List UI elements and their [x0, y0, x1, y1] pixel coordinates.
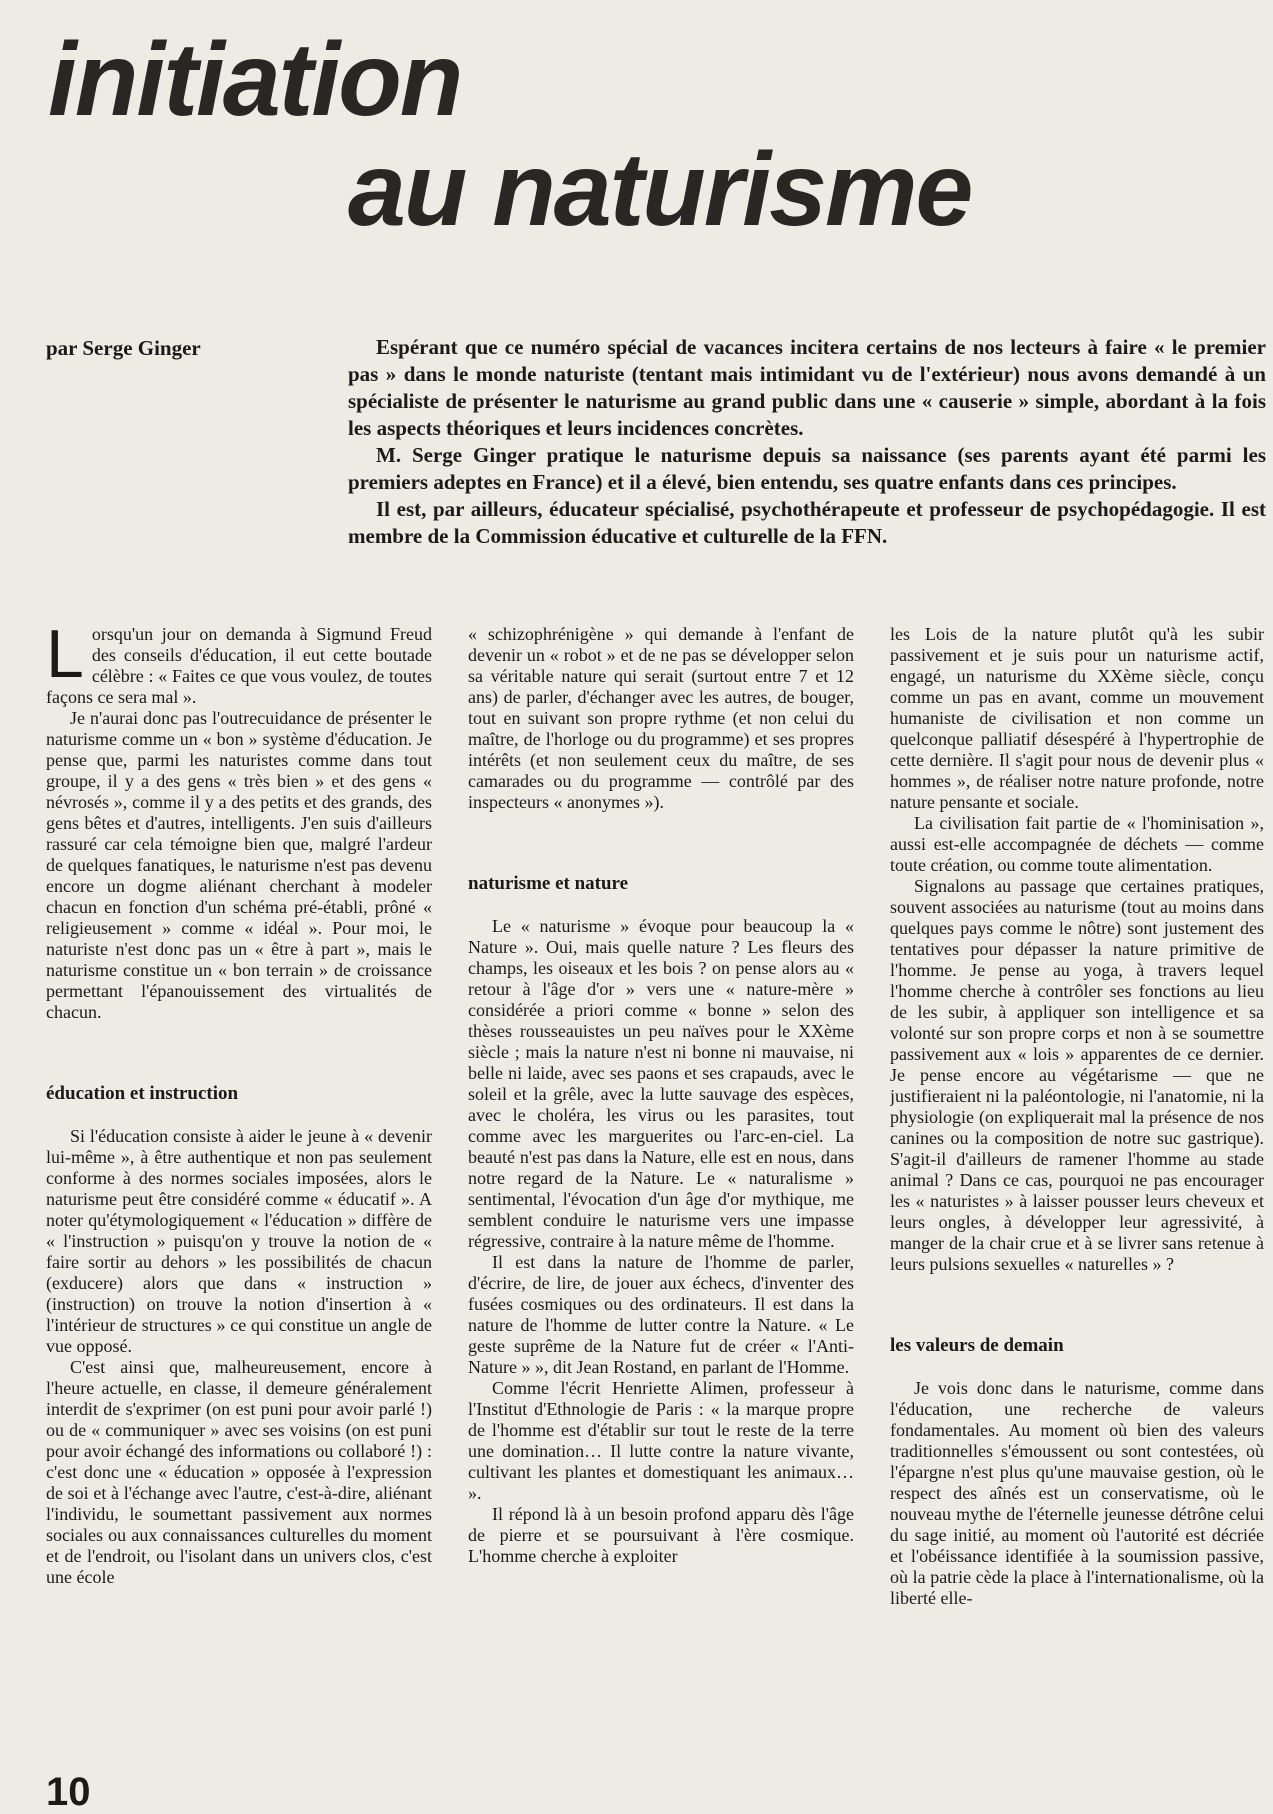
body-paragraph: C'est ainsi que, malheureusement, encore à l'heure actuelle, en classe, il demeure généralement interdit de s'exprimer (on est puni pour avoir parlé !) ou de « communiquer » avec ses voisins (on est puni pour avoir échangé des informations ou collaboré !) : c'est donc une « éducation » opposée à l'expression de soi et à l'échange avec l'autre, c'est-à-dire, aliénant l'individu, le soumettant passivement aux normes sociales ou aux connaissances culturelles du moment et de l'endroit, ou l'isolant dans un univers clos, c'est une école — [46, 1357, 432, 1587]
article-title-line-2: au naturisme — [348, 132, 972, 248]
intro-paragraph: Espérant que ce numéro spécial de vacances incitera certains de nos lecteurs à faire « le premier pas » dans le monde naturiste (tentant mais intimidant vu de l'extérieur) nous avons demandé à un spécialiste de présenter le naturisme au grand public dans une « causerie » simple, abordant à la fois les aspects théoriques et leurs incidences concrètes. — [348, 335, 1266, 440]
section-heading: les valeurs de demain — [890, 1335, 1064, 1356]
body-paragraph: Je vois donc dans le naturisme, comme dans l'éducation, une recherche de valeurs fondamentales. Au moment où bien des valeurs traditionnelles s'émoussent ou sont contestées, où l'épargne n'est plus qu'une mauvaise gestion, où le respect des aînés est un conservatisme, où le nouveau mythe de l'éternelle jeunesse détrône celui du sage initié, au moment où l'autorité est décriée et l'obéissance identifiée à la soumission passive, où la patrie cède la place à l'internationalisme, où la liberté elle- — [890, 1378, 1264, 1608]
body-paragraph: Le « naturisme » évoque pour beaucoup la « Nature ». Oui, mais quelle nature ? Les fleurs des champs, les oiseaux et les bois ? on pense alors au « retour à l'âge d'or » vers une « nature-mère » considérée a priori comme « bonne » selon des thèses rousseauistes un peu naïves pour le XXème siècle ; mais la nature n'est ni bonne ni mauvaise, ni belle ni laide, avec ses paons et ses crapauds, avec le soleil et la grêle, avec la lutte sauvage des espèces, avec le choléra, les virus ou les parasites, tout comme avec les marguerites ou l'arc-en-ciel. La beauté n'est pas dans la Nature, elle est en nous, dans notre regard de la Nature. Le « naturalisme » sentimental, l'évocation d'un âge d'or mythique, me semblent conduire le naturisme vers une impasse régressive, contraire à la nature même de l'homme. — [468, 916, 854, 1251]
body-paragraph: Il répond là à un besoin profond apparu dès l'âge de pierre et se poursuivant à l'ère cosmique. L'homme cherche à exploiter — [468, 1504, 854, 1566]
drop-cap: L — [46, 624, 84, 692]
body-paragraph: Il est dans la nature de l'homme de parler, d'écrire, de lire, de jouer aux échecs, d'inventer des fusées cosmiques ou des ordinateurs. Il est dans la nature de l'homme de lutter contre la Nature. « Le geste suprême de la Nature fut de créer « l'Anti-Nature » », dit Jean Rostand, en parlant de l'Homme. — [468, 1252, 854, 1377]
page-number: 10 — [46, 1770, 91, 1814]
section-heading: naturisme et nature — [468, 873, 629, 894]
body-paragraph: Je n'aurai donc pas l'outrecuidance de présenter le naturisme comme un « bon » système d'éducation. Je pense que, parmi les naturistes comme dans tout groupe, il y a des gens « très bien » et des gens « névrosés », comme il y a des petits et des grands, des gens bêtes et d'autres, intelligents. J'en suis d'ailleurs rassuré car cela témoigne bien que, malgré l'ardeur de quelques fanatiques, le naturisme n'est pas devenu encore un dogme aliénant cherchant à modeler chacun en fonction d'un schéma pré-établi, prôné « religieusement » comme « idéal ». Pour moi, le naturiste n'est donc pas un « être à part », mais le naturisme constitue un « bon terrain » de croissance permettant l'épanouissement des virtualités de chacun. — [46, 708, 432, 1022]
article-column-2 — [468, 624, 854, 1774]
body-paragraph: les Lois de la nature plutôt qu'à les subir passivement et je suis pour un naturisme actif, engagé, un naturisme du XXème siècle, conçu comme un pas en avant, comme un mouvement humaniste de civilisation et non comme un quelconque palliatif désespéré à l'hypertrophie de cette dernière. Il s'agit pour nous de devenir plus « hommes », de réaliser notre nature profonde, notre nature pensante et sociale. — [890, 624, 1264, 812]
intro-paragraph: Il est, par ailleurs, éducateur spécialisé, psychothérapeute et professeur de psychopédagogie. Il est membre de la Commission éducative et culturelle de la FFN. — [348, 497, 1266, 548]
body-paragraph: Comme l'écrit Henriette Alimen, professeur à l'Institut d'Ethnologie de Paris : « la marque propre de l'homme est d'établir sur tout le reste de la terre une domination… Il lutte contre la nature vivante, cultivant les plantes et domestiquant les animaux… ». — [468, 1378, 854, 1503]
author-byline: par Serge Ginger — [46, 336, 201, 360]
body-paragraph: Signalons au passage que certaines pratiques, souvent associées au naturisme (tout au moins dans quelques pays comme le nôtre) sont justement des tentatives pour dépasser la nature primitive de l'homme. Je pense au yoga, à travers lequel l'homme cherche à contrôler ses fonctions au lieu de les subir, à appliquer son intelligence et sa volonté sur son propre corps et non à se soumettre passivement aux « lois » apparentes de ce dernier. Je pense encore au végétarisme — que ne justifieraient ni la paléontologie, ni l'anatomie, ni la physiologie (on expliquerait mal la présence de nos canines ou la composition de notre suc gastrique). S'agit-il d'ailleurs de ramener l'homme au stade animal ? Dans ce cas, pourquoi ne pas encourager les « naturistes » à laisser pousser leurs cheveux et leurs ongles, à développer leur agressivité, à manger de la chair crue et à se livrer sans retenue à leurs pulsions sexuelles « naturelles » ? — [890, 876, 1264, 1274]
article-title-line-1: initiation — [48, 22, 462, 138]
article-intro — [348, 334, 1266, 550]
section-heading: éducation et instruction — [46, 1083, 239, 1104]
body-paragraph: Si l'éducation consiste à aider le jeune à « devenir lui-même », à être authentique et non pas seulement conforme à des normes sociales imposées, alors le naturisme peut être considéré comme « éducatif ». A noter qu'étymologiquement « l'éducation » diffère de « l'instruction » puisqu'on y trouve la notion de « faire sortir au dehors » les possibilités de chacun (exducere) alors que dans « instruction » (instruction) on trouve la notion d'insertion à « l'intérieur de structures » ce qui constitue un angle de vue opposé. — [46, 1126, 432, 1356]
intro-paragraph: M. Serge Ginger pratique le naturisme depuis sa naissance (ses parents ayant été parmi les premiers adeptes en France) et il a élevé, bien entendu, ses quatre enfants dans ces principes. — [348, 443, 1266, 494]
body-paragraph: « schizophrénigène » qui demande à l'enfant de devenir un « robot » et de ne pas se développer selon sa véritable nature qui serait (surtout entre 7 et 12 ans) de parler, d'échanger avec les autres, de bouger, tout en suivant son propre rythme (et non celui du maître, de l'horloge ou du programme) et ses propres intérêts (et non seulement ceux du maître, de ses camarades ou du programme — contrôlé par des inspecteurs « anonymes »). — [468, 624, 854, 812]
body-paragraph: La civilisation fait partie de « l'hominisation », aussi est-elle accompagnée de déchets — comme toute création, ou comme toute alimentation. — [890, 813, 1264, 875]
article-column-1 — [46, 624, 432, 1774]
article-column-3 — [890, 624, 1264, 1774]
body-text: orsqu'un jour on demanda à Sigmund Freud des conseils d'éducation, il eut cette boutade célèbre : « Faites ce que vous voulez, de toutes façons ce sera mal ». — [46, 624, 432, 707]
body-paragraph — [46, 624, 432, 708]
